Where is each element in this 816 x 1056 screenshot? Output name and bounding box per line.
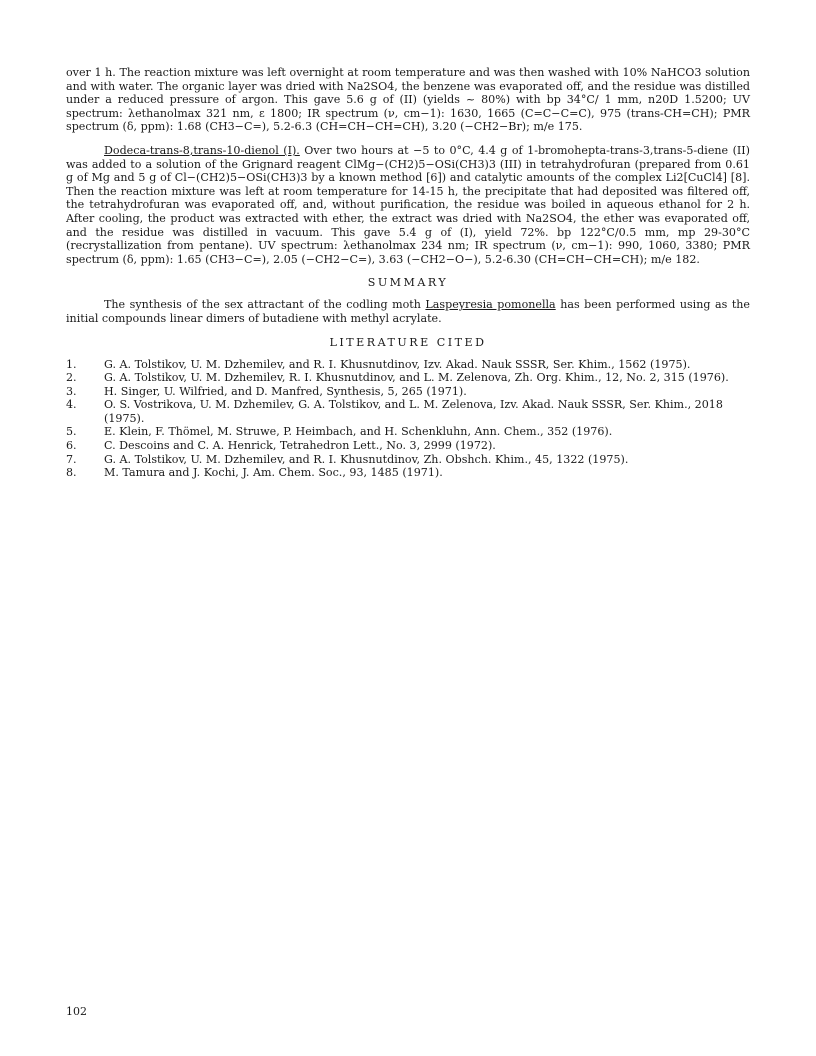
summary-text-after: has been performed using as the initial compounds linear dimers of butadiene with methyl acrylate. (66, 298, 750, 325)
paragraph-continuation: over 1 h. The reaction mixture was left overnight at room temperature and was then washed with 10% NaHCO3 solution and with water. The organic layer was dried with Na2SO4, the benzene was evaporated off, and the residue was distilled under a reduced pressure of argon. This gave 5.6 g of (II) (yields ~ 80%) with bp 34°C/ 1 mm, n20D 1.5200; UV spectrum: λethanolmax 321 nm, ε 1800; IR spectrum (ν, cm−1): 1630, 1665 (C=C−C=C), 975 (trans-CH=CH); PMR spectrum (δ, ppm): 1.68 (CH3−C=), 5.2-6.3 (CH=CH−CH=CH), 3.20 (−CH2−Br); m/e 175. (66, 66, 750, 134)
reference-number: 5. (66, 425, 77, 439)
reference-item (66, 439, 750, 453)
reference-text: H. Singer, U. Wilfried, and D. Manfred, Synthesis, 5, 265 (1971). (104, 384, 467, 398)
reference-item (66, 398, 750, 425)
reference-number: 4. (66, 398, 77, 412)
reference-item (66, 453, 750, 467)
reference-item (66, 371, 750, 385)
reference-text: E. Klein, F. Thömel, M. Struwe, P. Heimbach, and H. Schenkluhn, Ann. Chem., 352 (1976). (104, 425, 613, 439)
reference-item (66, 425, 750, 439)
literature-heading: LITERATURE CITED (329, 335, 487, 349)
summary-text (66, 298, 750, 325)
species-name: Laspeyresia pomonella (425, 298, 556, 312)
reference-number: 8. (66, 466, 77, 480)
reference-number: 1. (66, 357, 77, 371)
summary-text-before: The synthesis of the sex attractant of the codling moth (104, 298, 426, 312)
reference-text: G. A. Tolstikov, U. M. Dzhemilev, R. I. Khusnutdinov, and L. M. Zelenova, Zh. Org. Khim., 12, No. 2, 315 (1976). (104, 371, 729, 385)
reference-item (66, 358, 750, 372)
compound-title: Dodeca-trans-8,trans-10-dienol (I). (104, 143, 300, 157)
paragraph-dodecadienol (66, 144, 750, 266)
reference-text: G. A. Tolstikov, U. M. Dzhemilev, and R. I. Khusnutdinov, Zh. Obshch. Khim., 45, 1322 (1975). (104, 452, 629, 466)
reference-number: 7. (66, 452, 77, 466)
reference-number: 6. (66, 439, 77, 453)
paragraph-dodecadienol-text: Over two hours at −5 to 0°C, 4.4 g of 1-bromohepta-trans-3,trans-5-diene (II) was added to a solution of the Grignard reagent ClMg−(CH2)5−OSi(CH3)3 (III) in tetrahydrofuran (prepared from 0.61 g of Mg and 5 g of Cl−(CH2)5−OSi(CH3)3 by a known method [6]) and catalytic amounts of the complex Li2[CuCl4] [8]. Then the reaction mixture was left at room temperature for 14-15 h, the precipitate that had deposited was filtered off, the tetrahydrofuran was evaporated off, and, without purification, the residue was boiled in aqueous ethanol for 2 h. After cooling, the product was extracted with ether, the extract was dried with Na2SO4, the ether was evaporated off, and the residue was distilled in vacuum. This gave 5.4 g of (I), yield 72%. bp 122°C/0.5 mm, mp 29-30°C (recrystallization from pentane). UV spectrum: λethanolmax 234 nm; IR spectrum (ν, cm−1): 990, 1060, 3380; PMR spectrum (δ, ppm): 1.65 (CH3−C=), 2.05 (−CH2−C=), 3.63 (−CH2−O−), 5.2-6.30 (CH=CH−CH=CH); m/e 182. (66, 143, 750, 266)
reference-list (66, 358, 750, 480)
summary-heading: SUMMARY (367, 276, 449, 290)
reference-text: O. S. Vostrikova, U. M. Dzhemilev, G. A. Tolstikov, and L. M. Zelenova, Izv. Akad. Nauk SSSR, Ser. Khim., 2018 (1975). (104, 398, 723, 425)
reference-text: G. A. Tolstikov, U. M. Dzhemilev, and R. I. Khusnutdinov, Izv. Akad. Nauk SSSR, Ser. Khim., 1562 (1975). (104, 357, 691, 371)
reference-item (66, 385, 750, 399)
page-number: 102 (66, 1005, 87, 1018)
reference-number: 2. (66, 371, 77, 385)
reference-item (66, 466, 750, 480)
page-content (66, 66, 750, 480)
reference-text: M. Tamura and J. Kochi, J. Am. Chem. Soc., 93, 1485 (1971). (104, 466, 443, 480)
reference-number: 3. (66, 384, 77, 398)
reference-text: C. Descoins and C. A. Henrick, Tetrahedron Lett., No. 3, 2999 (1972). (104, 439, 496, 453)
